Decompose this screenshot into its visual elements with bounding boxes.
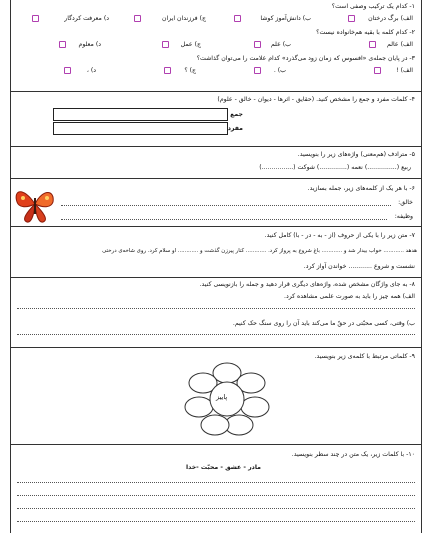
q1-option-d: د) معرفت کردگار bbox=[64, 15, 109, 22]
q8-part-a: الف) همه چیز را باید به صورت علمی مشاهده کرد. bbox=[283, 293, 415, 300]
q3-checkbox-d[interactable] bbox=[64, 67, 71, 74]
q3-option-d: د) ، bbox=[86, 67, 96, 74]
q3-option-c: ج) ؟ bbox=[184, 67, 196, 74]
plural-answer-box[interactable] bbox=[53, 108, 228, 121]
q1-checkbox-d[interactable] bbox=[32, 15, 39, 22]
q2-option-b: ب) علم bbox=[270, 41, 291, 48]
butterfly-icon bbox=[13, 184, 57, 224]
divider bbox=[11, 146, 421, 147]
question-4: ۴- کلمات مفرد و جمع را مشخص کنید. (حقایق - اثرها - دیوان - خالق - علوم) bbox=[217, 96, 415, 103]
q2-checkbox-c[interactable] bbox=[162, 41, 169, 48]
question-8: ۸- به جای واژگان مشخص شده، واژه‌های دیگری قرار دهید و جمله را بازنویسی کنید. bbox=[199, 281, 415, 288]
q10-words: مادر - عشق - محبّت -خدا bbox=[186, 464, 261, 471]
answer-line[interactable] bbox=[17, 308, 415, 309]
q8-part-b: ب) وقتی، کسی محبّتی در حقّ ما می‌کند باید آن را روی سنگ حک کنیم. bbox=[232, 320, 415, 327]
answer-line[interactable] bbox=[17, 482, 415, 483]
q3-option-b: ب) . bbox=[273, 67, 286, 74]
q1-option-c: ج) فرزندان ایران bbox=[161, 15, 206, 22]
q1-checkbox-c[interactable] bbox=[134, 15, 141, 22]
center-word: پاییز bbox=[216, 393, 228, 401]
fill-text-line-1: هدهد ............ خواب بیدار شد و ............ باغ شروع به پرواز کرد. ............ کنار پیرزن گذشت و ............ او سلام کرد. روی شاخه‌ی درختی bbox=[102, 248, 417, 254]
q1-option-a: الف) برگ درختان bbox=[368, 15, 413, 22]
divider bbox=[11, 91, 421, 92]
q2-option-a: الف) عالم bbox=[387, 41, 413, 48]
answer-line[interactable] bbox=[17, 508, 415, 509]
q3-option-a: الف) ! bbox=[396, 67, 413, 74]
question-5: ۵- مترادف (هم‌معنی) واژه‌های زیر را بنویسید. bbox=[297, 151, 415, 158]
word-1: خالق: bbox=[398, 199, 413, 206]
singular-answer-box[interactable] bbox=[53, 122, 228, 135]
q2-checkbox-d[interactable] bbox=[59, 41, 66, 48]
synonym-items: ربیع (...............) نعمه (..............) شوکت (................) bbox=[259, 164, 411, 171]
exam-sheet bbox=[10, 0, 422, 533]
question-6: ۶- با هر یک از کلمه‌های زیر، جمله بسازید. bbox=[307, 185, 415, 192]
word-2: وظیفه: bbox=[394, 213, 413, 220]
q3-checkbox-c[interactable] bbox=[164, 67, 171, 74]
q3-checkbox-a[interactable] bbox=[374, 67, 381, 74]
divider bbox=[11, 347, 421, 348]
question-10: ۱۰- با کلمات زیر، یک متن در چند سطر بنویسید. bbox=[291, 451, 415, 458]
q2-checkbox-a[interactable] bbox=[369, 41, 376, 48]
q2-option-c: ج) عمل bbox=[180, 41, 201, 48]
q1-checkbox-b[interactable] bbox=[234, 15, 241, 22]
divider bbox=[11, 444, 421, 445]
answer-line[interactable] bbox=[17, 521, 415, 522]
divider bbox=[11, 178, 421, 179]
q1-option-b: ب) دانش‌آموز کوشا bbox=[260, 15, 311, 22]
divider bbox=[11, 226, 421, 227]
answer-line[interactable] bbox=[17, 334, 415, 335]
divider bbox=[11, 277, 421, 278]
q2-checkbox-b[interactable] bbox=[254, 41, 261, 48]
singular-label: مفرد bbox=[227, 125, 243, 132]
q2-option-d: د) معلوم bbox=[78, 41, 101, 48]
question-2: ۲- کدام کلمه با بقیه هم‌خانواده نیست؟ bbox=[316, 29, 415, 36]
q1-checkbox-a[interactable] bbox=[348, 15, 355, 22]
answer-line[interactable] bbox=[61, 205, 391, 206]
question-7: ۷- متن زیر را با یکی از حروف (از - به - در - با) کامل کنید. bbox=[264, 232, 415, 239]
q3-checkbox-b[interactable] bbox=[254, 67, 261, 74]
answer-line[interactable] bbox=[61, 219, 387, 220]
plural-label: جمع bbox=[230, 111, 243, 118]
answer-line[interactable] bbox=[17, 495, 415, 496]
question-9: ۹- کلماتی مرتبط با کلمه‌ی زیر بنویسید. bbox=[314, 353, 415, 360]
question-3: ۳- در پایان جمله‌ی «افسوس که زمان زود می‌گذرد» کدام علامت را می‌توان گذاشت؟ bbox=[196, 55, 415, 62]
question-1: ۱- کدام یک ترکیب وصفی است؟ bbox=[331, 3, 415, 10]
fill-text-line-2: نشست و شروع ............ خواندن آواز کرد. bbox=[303, 263, 415, 270]
